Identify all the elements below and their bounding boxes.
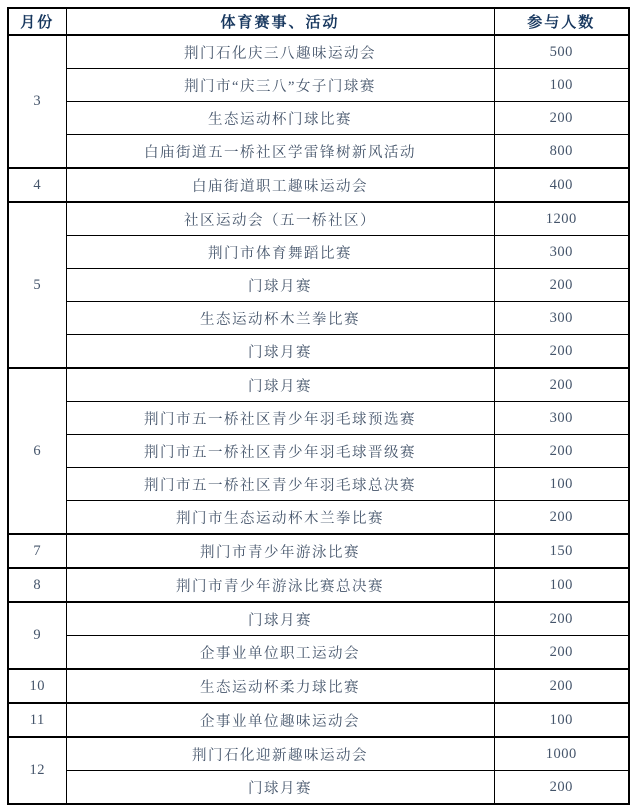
participants-cell: 200 bbox=[494, 771, 629, 805]
event-name-cell: 荆门石化庆三八趣味运动会 bbox=[66, 35, 494, 69]
table-row bbox=[8, 534, 629, 568]
table-row bbox=[8, 468, 629, 501]
event-name-cell: 荆门市生态运动杯木兰拳比赛 bbox=[66, 501, 494, 535]
table-row bbox=[8, 69, 629, 102]
month-cell: 12 bbox=[8, 737, 66, 804]
header-month: 月份 bbox=[8, 8, 66, 35]
event-name-cell: 门球月赛 bbox=[66, 602, 494, 636]
table-row bbox=[8, 568, 629, 602]
event-name-cell: 荆门市“庆三八”女子门球赛 bbox=[66, 69, 494, 102]
table-row bbox=[8, 35, 629, 69]
participants-cell: 300 bbox=[494, 236, 629, 269]
event-name-cell: 社区运动会（五一桥社区） bbox=[66, 202, 494, 236]
event-name-cell: 荆门市体育舞蹈比赛 bbox=[66, 236, 494, 269]
header-event: 体育赛事、活动 bbox=[66, 8, 494, 35]
event-name-cell: 门球月赛 bbox=[66, 771, 494, 805]
participants-cell: 100 bbox=[494, 703, 629, 737]
table-row bbox=[8, 402, 629, 435]
participants-cell: 200 bbox=[494, 501, 629, 535]
table-row bbox=[8, 135, 629, 169]
event-name-cell: 荆门石化迎新趣味运动会 bbox=[66, 737, 494, 771]
table-row bbox=[8, 335, 629, 369]
event-name-cell: 门球月赛 bbox=[66, 335, 494, 369]
event-name-cell: 白庙街道职工趣味运动会 bbox=[66, 168, 494, 202]
month-cell: 3 bbox=[8, 35, 66, 168]
month-cell: 8 bbox=[8, 568, 66, 602]
table-row bbox=[8, 269, 629, 302]
participants-cell: 200 bbox=[494, 269, 629, 302]
participants-cell: 800 bbox=[494, 135, 629, 169]
participants-cell: 200 bbox=[494, 636, 629, 670]
event-name-cell: 荆门市五一桥社区青少年羽毛球总决赛 bbox=[66, 468, 494, 501]
event-name-cell: 门球月赛 bbox=[66, 269, 494, 302]
participants-cell: 200 bbox=[494, 102, 629, 135]
month-cell: 7 bbox=[8, 534, 66, 568]
event-name-cell: 荆门市青少年游泳比赛总决赛 bbox=[66, 568, 494, 602]
event-name-cell: 企事业单位职工运动会 bbox=[66, 636, 494, 670]
table-row bbox=[8, 501, 629, 535]
participants-cell: 200 bbox=[494, 335, 629, 369]
event-name-cell: 生态运动杯木兰拳比赛 bbox=[66, 302, 494, 335]
month-cell: 11 bbox=[8, 703, 66, 737]
event-name-cell: 生态运动杯门球比赛 bbox=[66, 102, 494, 135]
event-name-cell: 企事业单位趣味运动会 bbox=[66, 703, 494, 737]
table-row bbox=[8, 102, 629, 135]
table-row bbox=[8, 703, 629, 737]
participants-cell: 400 bbox=[494, 168, 629, 202]
month-cell: 5 bbox=[8, 202, 66, 368]
table-row bbox=[8, 236, 629, 269]
table-body bbox=[8, 35, 629, 804]
table-row bbox=[8, 737, 629, 771]
event-name-cell: 门球月赛 bbox=[66, 368, 494, 402]
table-row bbox=[8, 435, 629, 468]
participants-cell: 200 bbox=[494, 669, 629, 703]
participants-cell: 300 bbox=[494, 302, 629, 335]
header-participants: 参与人数 bbox=[494, 8, 629, 35]
month-cell: 4 bbox=[8, 168, 66, 202]
table-row bbox=[8, 302, 629, 335]
participants-cell: 100 bbox=[494, 69, 629, 102]
participants-cell: 150 bbox=[494, 534, 629, 568]
month-cell: 9 bbox=[8, 602, 66, 669]
table-row bbox=[8, 168, 629, 202]
month-cell: 10 bbox=[8, 669, 66, 703]
participants-cell: 1000 bbox=[494, 737, 629, 771]
participants-cell: 200 bbox=[494, 435, 629, 468]
event-name-cell: 荆门市五一桥社区青少年羽毛球预选赛 bbox=[66, 402, 494, 435]
participants-cell: 1200 bbox=[494, 202, 629, 236]
participants-cell: 300 bbox=[494, 402, 629, 435]
table-row bbox=[8, 368, 629, 402]
month-cell: 6 bbox=[8, 368, 66, 534]
header-row bbox=[8, 8, 629, 35]
event-name-cell: 白庙街道五一桥社区学雷锋树新风活动 bbox=[66, 135, 494, 169]
event-name-cell: 生态运动杯柔力球比赛 bbox=[66, 669, 494, 703]
table-row bbox=[8, 602, 629, 636]
table-row bbox=[8, 202, 629, 236]
participants-cell: 500 bbox=[494, 35, 629, 69]
participants-cell: 100 bbox=[494, 468, 629, 501]
event-name-cell: 荆门市五一桥社区青少年羽毛球晋级赛 bbox=[66, 435, 494, 468]
events-table bbox=[7, 7, 630, 805]
participants-cell: 200 bbox=[494, 368, 629, 402]
event-name-cell: 荆门市青少年游泳比赛 bbox=[66, 534, 494, 568]
table-row bbox=[8, 669, 629, 703]
table-row bbox=[8, 636, 629, 670]
participants-cell: 100 bbox=[494, 568, 629, 602]
participants-cell: 200 bbox=[494, 602, 629, 636]
